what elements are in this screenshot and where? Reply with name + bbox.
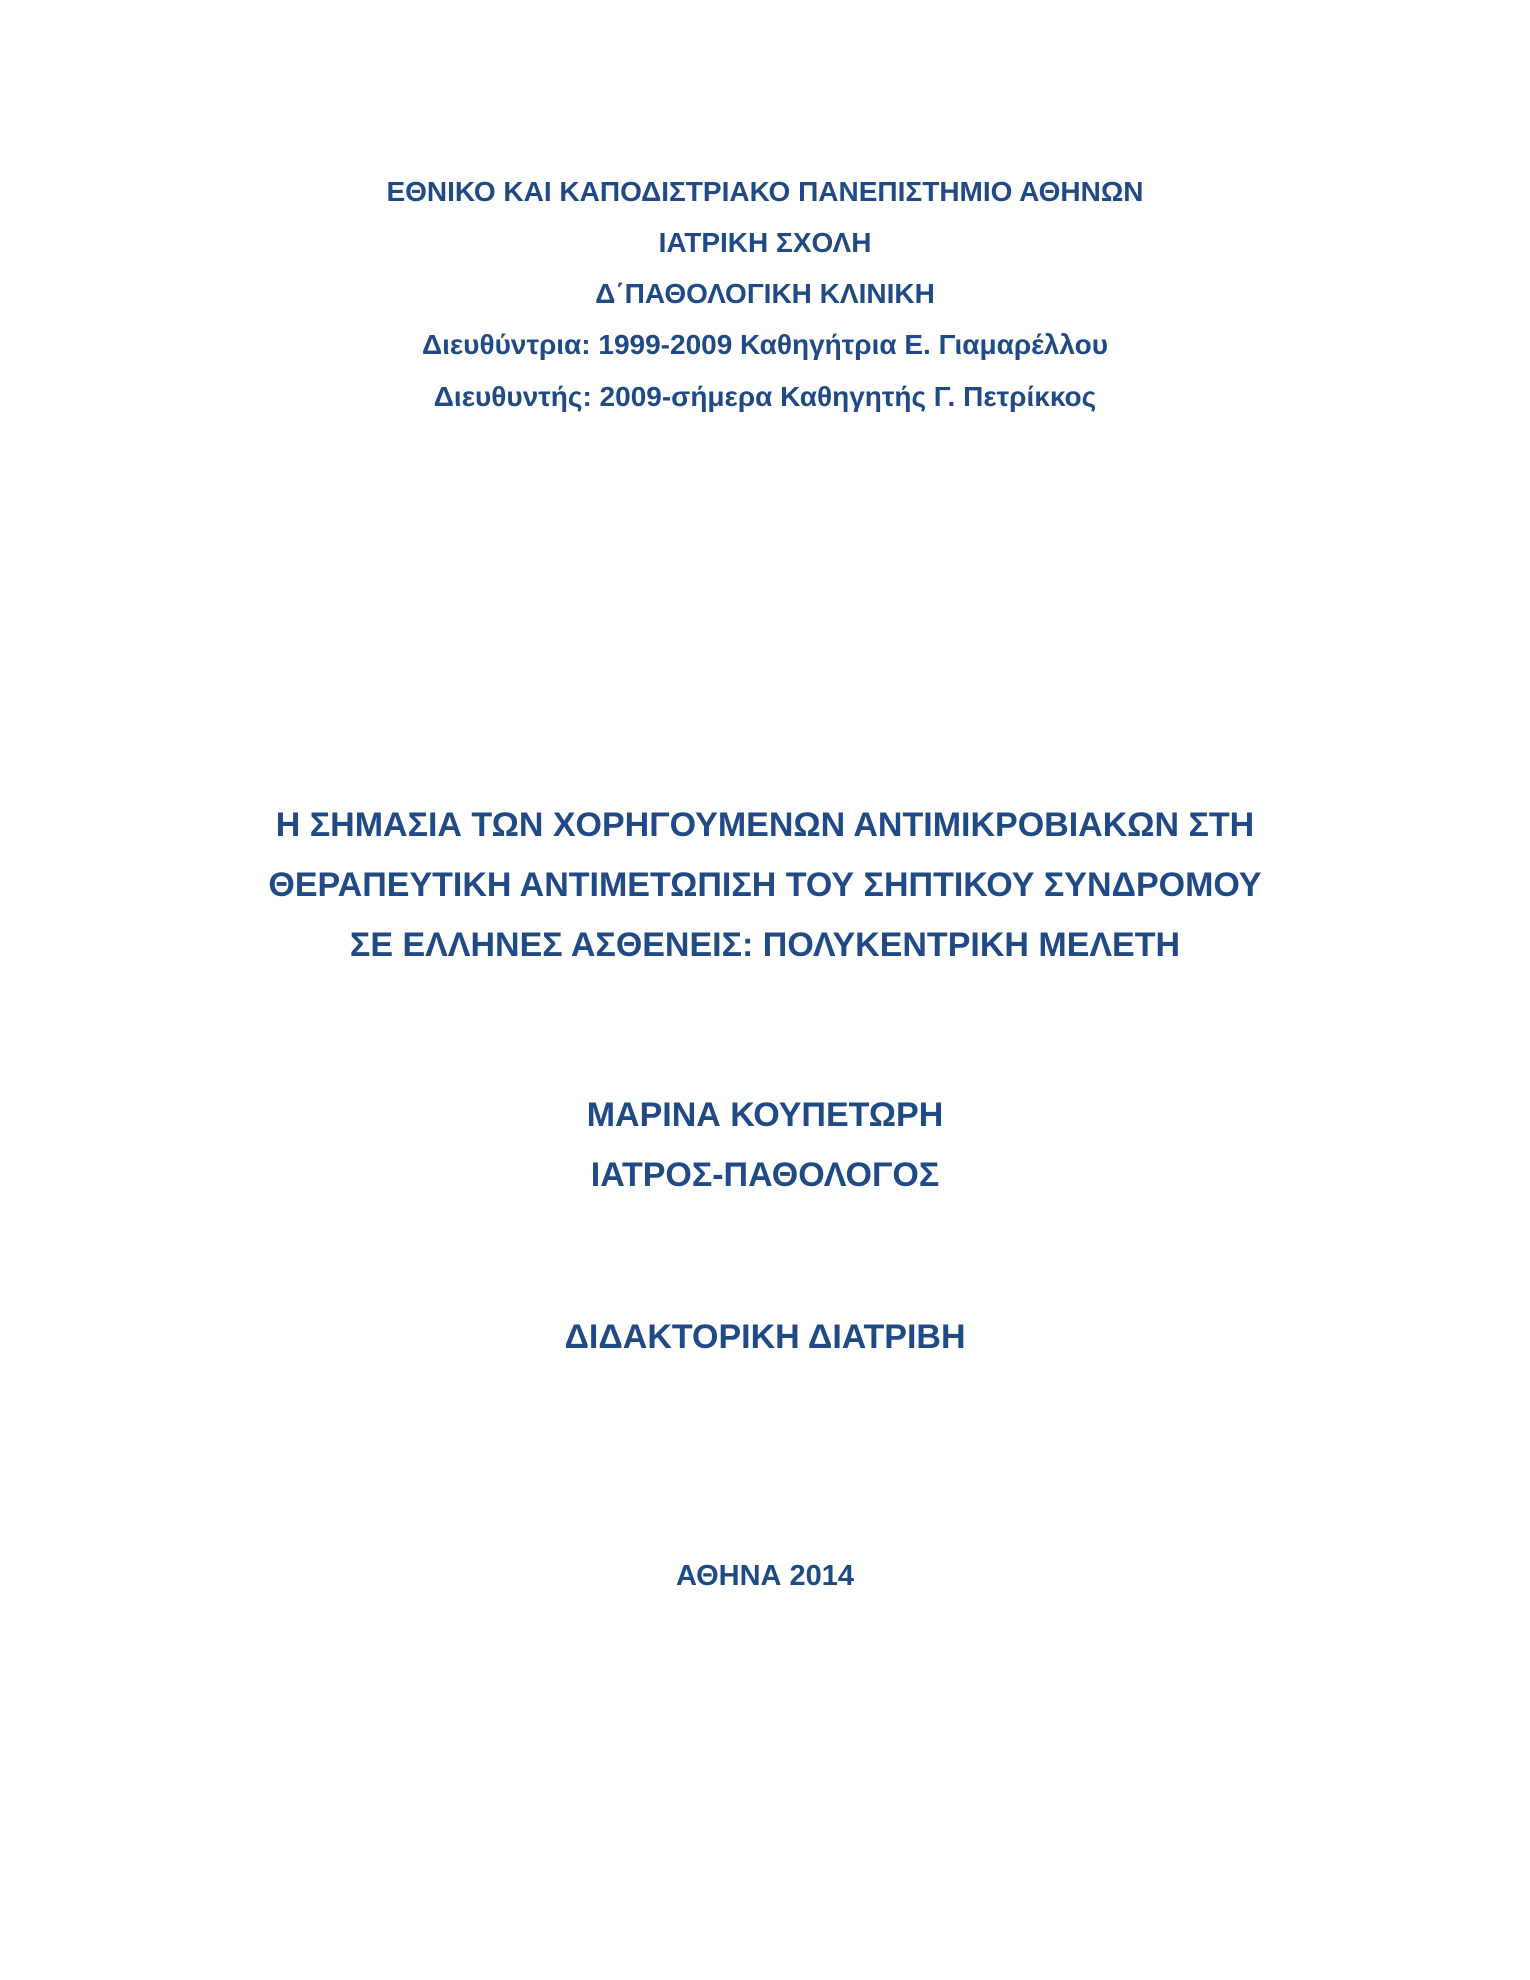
thesis-type: ΔΙΔΑΚΤΟΡΙΚΗ ΔΙΑΤΡΙΒΗ	[564, 1318, 966, 1356]
thesis-title-line: ΘΕΡΑΠΕΥΤΙΚΗ ΑΝΤΙΜΕΤΩΠΙΣΗ ΤΟΥ ΣΗΠΤΙΚΟΥ ΣΥΝΔΡΟΜΟΥ	[268, 866, 1262, 904]
thesis-title-line: Η ΣΗΜΑΣΙΑ ΤΩΝ ΧΟΡΗΓΟΥΜΕΝΩΝ ΑΝΤΙΜΙΚΡΟΒΙΑΚΩΝ ΣΤΗ	[275, 806, 1255, 844]
thesis-title-line: ΣΕ ΕΛΛΗΝΕΣ ΑΣΘΕΝΕΙΣ: ΠΟΛΥΚΕΝΤΡΙΚΗ ΜΕΛΕΤΗ	[349, 926, 1181, 964]
current-director: Διευθυντής: 2009-σήμερα Καθηγητής Γ. Πετρίκκος	[433, 381, 1097, 412]
university-name: ΕΘΝΙΚΟ ΚΑΙ ΚΑΠΟΔΙΣΤΡΙΑΚΟ ΠΑΝΕΠΙΣΤΗΜΙΟ ΑΘΗΝΩΝ	[386, 176, 1144, 207]
place-and-year: ΑΘΗΝΑ 2014	[675, 1560, 855, 1592]
school-name: ΙΑΤΡΙΚΗ ΣΧΟΛΗ	[658, 227, 872, 258]
author-name: ΜΑΡΙΝΑ ΚΟΥΠΕΤΩΡΗ	[586, 1096, 944, 1134]
author-profession: ΙΑΤΡΟΣ-ΠΑΘΟΛΟΓΟΣ	[590, 1156, 940, 1194]
clinic-name: Δ΄ΠΑΘΟΛΟΓΙΚΗ ΚΛΙΝΙΚΗ	[595, 278, 935, 309]
former-director: Διευθύντρια: 1999-2009 Καθηγήτρια Ε. Γιαμαρέλλου	[421, 329, 1109, 360]
